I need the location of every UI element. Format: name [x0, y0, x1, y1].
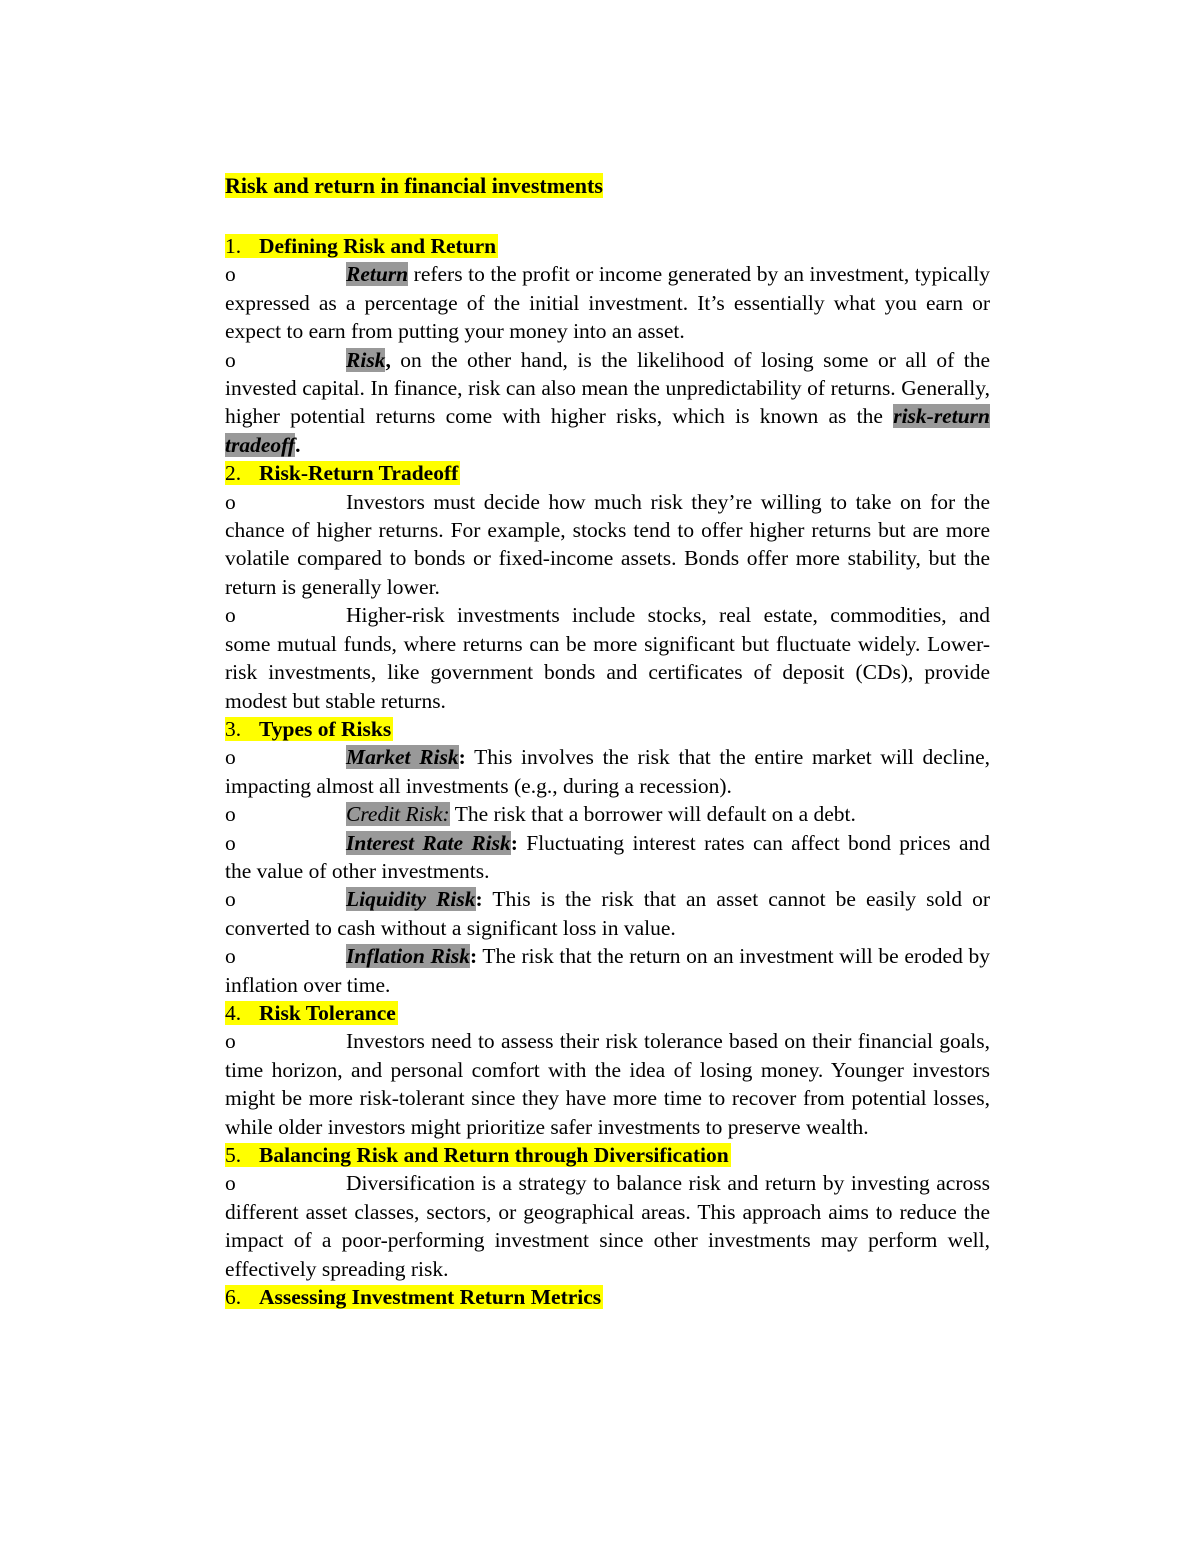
- heading-highlight: [225, 1285, 603, 1309]
- bullet-text: Investors must decide how much risk they’re willing to take on for the chance of higher returns. For example, stocks tend to offer higher returns but are more volatile compared to bonds or fixed-income assets. Bonds offer more stability, but the return is generally lower.: [225, 489, 990, 599]
- bullet-text: Diversification is a strategy to balance risk and return by investing across different asset classes, sectors, or geographical areas. This approach aims to reduce the impact of a poor-performing investment since other investments may perform well, effectively spreading risk.: [225, 1171, 990, 1281]
- section-number: 3.: [225, 716, 242, 741]
- bullet-paragraph: [225, 829, 990, 886]
- section-heading-text: Types of Risks: [259, 716, 392, 741]
- bullet-text: Fluctuating interest rates can affect bond prices and the value of other investments.: [225, 830, 990, 883]
- section-heading-2: [225, 459, 990, 487]
- bullet-marker: o: [225, 1029, 236, 1054]
- title-text: Risk and return in financial investments: [225, 173, 603, 198]
- section-heading-text: Defining Risk and Return: [259, 234, 497, 258]
- bullet-paragraph: [225, 743, 990, 800]
- section-number: 5.: [225, 1143, 242, 1167]
- key-term: Inflation Risk: [346, 944, 470, 969]
- key-term: Credit Risk:: [346, 802, 450, 827]
- bullet-marker: o: [225, 745, 236, 770]
- bullet-marker: o: [225, 830, 236, 855]
- heading-highlight: [225, 461, 460, 485]
- bullet-text: This involves the risk that the entire market will decline, impacting almost all investments (e.g., during a recession).: [225, 745, 991, 798]
- section-heading-3: [225, 715, 990, 743]
- term-punctuation: :: [510, 830, 518, 855]
- term-punctuation: .: [295, 432, 301, 457]
- heading-highlight: [225, 717, 393, 741]
- bullet-paragraph: [225, 1169, 990, 1283]
- section-heading-text: Risk Tolerance: [259, 1000, 396, 1025]
- bullet-text: The risk that a borrower will default on a debt.: [449, 802, 856, 827]
- bullet-paragraph: [225, 800, 990, 828]
- section-heading-1: [225, 232, 990, 260]
- bullet-marker: o: [225, 802, 236, 827]
- bullet-marker: o: [225, 603, 236, 628]
- term-punctuation: :: [458, 745, 466, 770]
- bullet-marker: o: [225, 944, 236, 969]
- bullet-marker: o: [225, 887, 236, 912]
- section-heading-4: [225, 999, 990, 1027]
- bullet-paragraph: [225, 346, 990, 460]
- key-term: Risk: [346, 347, 386, 372]
- bullet-paragraph: [225, 488, 990, 602]
- bullet-text: refers to the profit or income generated by an investment, typically expressed as a percentage of the initial investment. It’s essentially what you earn or expect to earn from putting your money into an asset.: [225, 262, 990, 344]
- bullet-paragraph: [225, 260, 990, 345]
- section-heading-text: Risk-Return Tradeoff: [259, 461, 459, 486]
- bullet-marker: o: [225, 489, 236, 514]
- term-punctuation: ,: [385, 347, 391, 372]
- bullet-marker: o: [225, 1171, 236, 1196]
- bullet-text: on the other hand, is the likelihood of losing some or all of the invested capital. In finance, risk can also mean the unpredictability of returns. Generally, higher potential returns come with higher risks, which is known as the: [225, 347, 990, 429]
- bullet-text: Investors need to assess their risk tolerance based on their financial goals, time horizon, and personal comfort with the idea of losing money. Younger investors might be more risk-tolerant since they have more time to recover from potential losses, while older investors might prioritize safer investments to preserve wealth.: [225, 1029, 990, 1139]
- key-term: Interest Rate Risk: [346, 830, 511, 855]
- bullet-paragraph: [225, 1027, 990, 1141]
- key-term: Liquidity Risk: [346, 887, 476, 912]
- bullet-paragraph: [225, 601, 990, 715]
- inline-key-term: risk-return tradeoff: [225, 404, 990, 457]
- section-number: 1.: [225, 234, 242, 258]
- section-heading-6: [225, 1283, 990, 1311]
- document-body: [225, 172, 990, 1311]
- bullet-paragraph: [225, 885, 990, 942]
- heading-highlight: [225, 234, 498, 258]
- heading-highlight: [225, 1001, 398, 1025]
- section-heading-text: Assessing Investment Return Metrics: [259, 1285, 602, 1310]
- bullet-text: The risk that the return on an investment will be eroded by inflation over time.: [225, 944, 990, 997]
- section-heading-5: [225, 1141, 990, 1169]
- section-heading-text: Balancing Risk and Return through Diversification: [259, 1143, 729, 1167]
- bullet-paragraph: [225, 942, 990, 999]
- term-punctuation: :: [469, 944, 478, 969]
- bullet-text: This is the risk that an asset cannot be easily sold or converted to cash without a significant loss in value.: [225, 887, 990, 940]
- key-term: Market Risk: [346, 745, 459, 770]
- document-title: [225, 172, 990, 204]
- blank-line: [225, 204, 990, 232]
- heading-highlight: [225, 1143, 731, 1167]
- section-number: 2.: [225, 461, 242, 486]
- section-number: 4.: [225, 1000, 242, 1025]
- bullet-marker: o: [225, 347, 236, 372]
- term-punctuation: :: [475, 887, 483, 912]
- bullet-marker: o: [225, 262, 236, 287]
- bullet-text: Higher-risk investments include stocks, real estate, commodities, and some mutual funds, where returns can be more significant but fluctuate widely. Lower-risk investments, like government bonds and certificates of deposit (CDs), provide modest but stable returns.: [225, 603, 990, 713]
- key-term: Return: [346, 262, 409, 287]
- section-number: 6.: [225, 1285, 242, 1310]
